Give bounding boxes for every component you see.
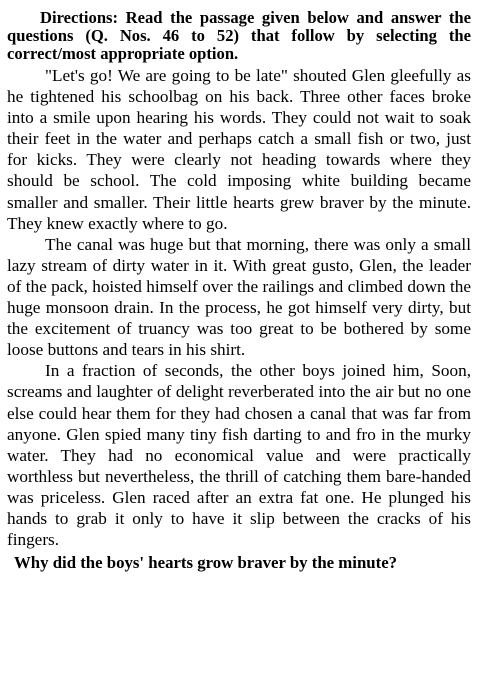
question-text: Why did the boys' hearts grow braver by the minute?: [14, 553, 398, 573]
passage-paragraph-3: In a fraction of seconds, the other boys joined him, Soon, screams and laughter of delight reverberated into the air but no one else could hear them for they had chosen a canal that was far from anyone. Glen spied many tiny fish darting to and fro in the murky water. They had no economical value and were practically worthless but nevertheless, the thrill of catching them bare-handed was priceless. Glen raced after an extra fat one. He plunged his hands to grab it only to have it slip between the cracks of his fingers.: [7, 361, 471, 550]
directions-text: Directions: Read the passage given below and answer the questions (Q. Nos. 46 to 52) that follow by selecting the correct/most appropriate option.: [7, 8, 471, 63]
passage-paragraph-2: The canal was huge but that morning, there was only a small lazy stream of dirty water in it. With great gusto, Glen, the leader of the pack, hoisted himself over the railings and climbed down the huge monsoon drain. In the process, he got himself very dirty, but the excitement of truancy was too great to be bothered by some loose buttons and tears in his shirt.: [7, 234, 471, 360]
passage-paragraph-1: "Let's go! We are going to be late" shouted Glen gleefully as he tightened his schoolbag on his back. Three other faces broke into a smile upon hearing his words. They could not wait to soak their feet in the water and perhaps catch a small fish or two, just for kicks. They were clearly not heading towards where they should be school. The cold imposing white building became smaller and smaller. Their little hearts grew braver by the minute. They knew exactly where to go.: [7, 66, 471, 233]
